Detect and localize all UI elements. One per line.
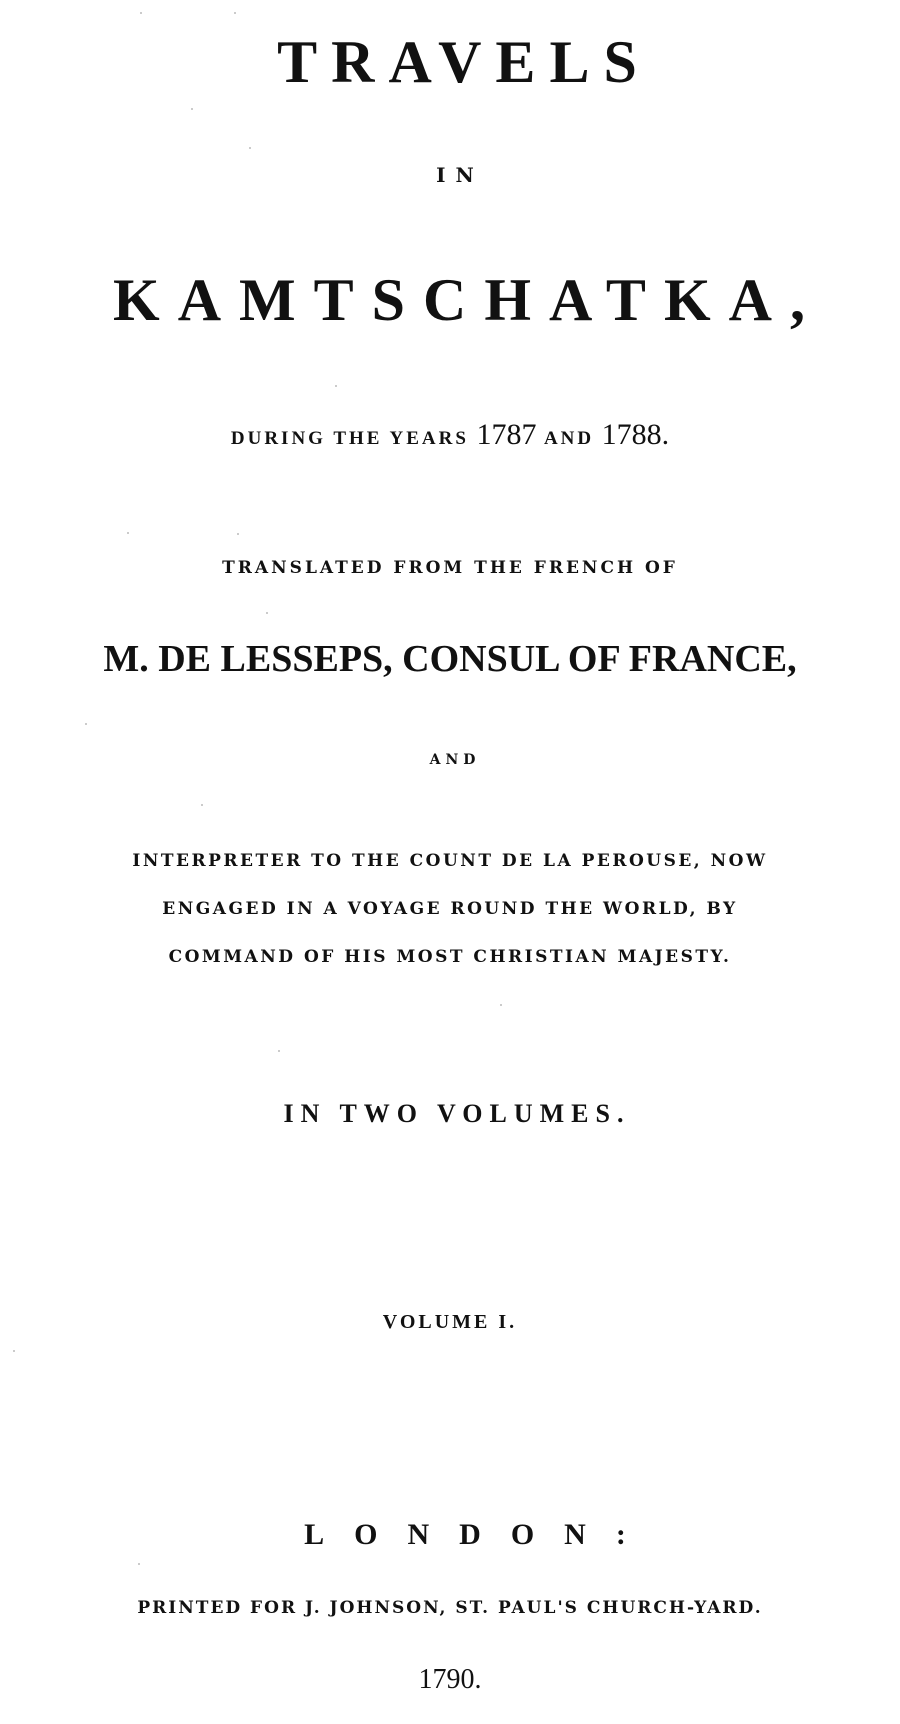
book-title-place: KAMTSCHATKA, [113, 267, 823, 333]
book-title: TRAVELS [277, 29, 651, 95]
imprint-printer: PRINTED FOR J. JOHNSON, ST. PAUL'S CHURCH-YARD. [137, 1598, 763, 1618]
year-start: 1787 [476, 418, 537, 451]
scan-speck [278, 1050, 280, 1052]
scan-speck [234, 12, 236, 14]
scan-speck [127, 532, 129, 534]
scan-speck [140, 12, 142, 14]
scan-speck [266, 612, 268, 614]
scan-speck [85, 723, 87, 725]
scan-speck [500, 1004, 502, 1006]
scan-speck [138, 1563, 140, 1565]
scan-speck [13, 1350, 15, 1352]
scan-speck [191, 108, 193, 110]
year-end: 1788. [601, 418, 670, 451]
volumes-line: IN TWO VOLUMES. [283, 1099, 631, 1128]
dates-line [0, 420, 900, 450]
role-line: ENGAGED IN A VOYAGE ROUND THE WORLD, BY [162, 899, 738, 919]
translated-line: TRANSLATED FROM THE FRENCH OF [222, 558, 678, 578]
scan-speck [335, 385, 337, 387]
title-connector: IN [436, 163, 484, 187]
volume-number: VOLUME I. [382, 1311, 518, 1333]
and-line: AND [429, 752, 481, 768]
scan-speck [201, 804, 203, 806]
author-line: M. DE LESSEPS, CONSUL OF FRANCE, [103, 638, 797, 680]
imprint-year: 1790. [418, 1664, 482, 1695]
dates-prefix: DURING THE YEARS [230, 428, 469, 449]
scan-speck [249, 147, 251, 149]
dates-conjunction: AND [543, 428, 595, 449]
imprint-city: LONDON: [304, 1518, 656, 1551]
role-line: COMMAND OF HIS MOST CHRISTIAN MAJESTY. [168, 947, 732, 967]
scan-speck [237, 533, 239, 535]
role-line: INTERPRETER TO THE COUNT DE LA PEROUSE, NOW [132, 851, 768, 871]
